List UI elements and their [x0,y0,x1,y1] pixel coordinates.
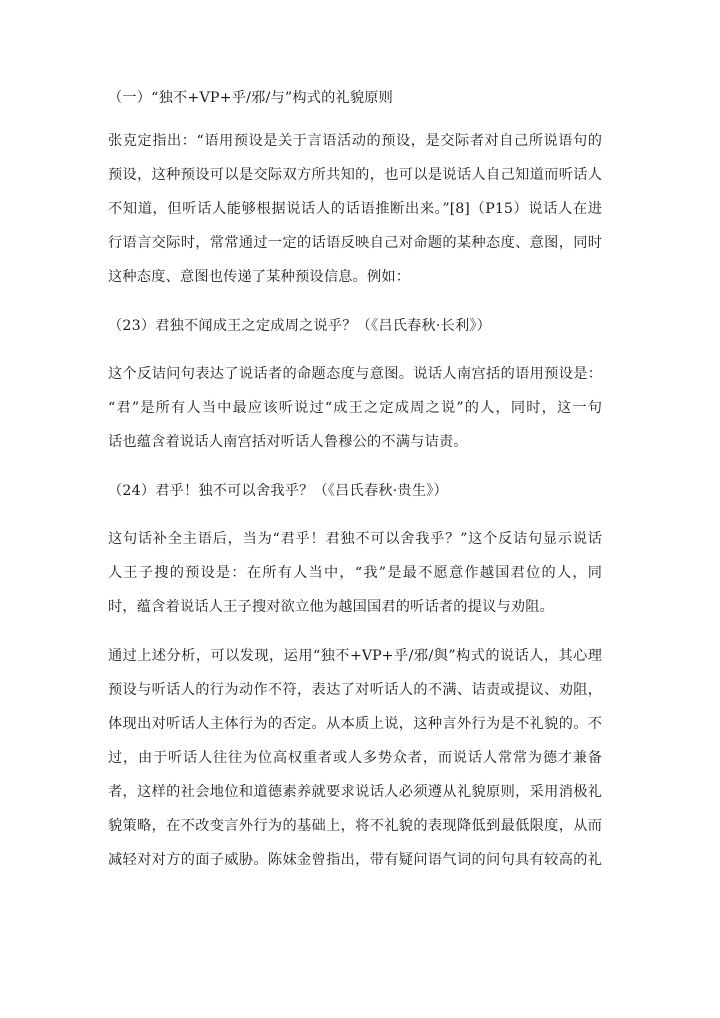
section-heading: （一）“独不+VP+乎/邪/与”构式的礼貌原则 [108,90,394,106]
paragraph-line: 这种态度、意图也传递了某种预设信息。例如： [108,269,411,285]
paragraph-line: 时，蕴含着说话人王子搜对欲立他为越国国君的听话者的提议与劝阻。 [108,599,555,615]
paragraph-line: 这个反诘问句表达了说话者的命题态度与意图。说话人南宫括的语用预设是： [108,366,602,382]
paragraph-line: 减轻对对方的面子威胁。陈妹金曾指出，带有疑问语气词的问句具有较高的礼 [108,852,602,868]
paragraph-line: 不知道，但听话人能够根据说话人的话语推断出来。”[8]（P15）说话人在进 [108,201,602,217]
paragraph-line: 过，由于听话人往往为位高权重者或人多势众者，而说话人常常为德才兼备 [108,750,602,766]
paragraph-line: 体现出对听话人主体行为的否定。从本质上说，这种言外行为是不礼貌的。不 [108,716,602,732]
paragraph-line: 预设，这种预设可以是交际双方所共知的，也可以是说话人自己知道而听话人 [108,167,602,183]
example-sentence: （24）君乎！独不可以舍我乎？（《吕氏春秋·贵生》） [108,483,448,499]
paragraph-line: 行语言交际时，常常通过一定的话语反映自己对命题的某种态度、意图，同时 [108,235,602,251]
paragraph-line: 人王子搜的预设是：在所有人当中，“我”是最不愿意作越国君位的人，同 [108,565,602,581]
paragraph-line: 话也蕴含着说话人南宫括对听话人鲁穆公的不满与诘责。 [108,434,468,450]
paragraph-line: 者，这样的社会地位和道德素养就要求说话人必须遵从礼貌原则，采用消极礼 [108,784,602,800]
paragraph-line: 通过上述分析，可以发现，运用“独不+VP+乎/邪/與”构式的说话人，其心理 [108,648,602,664]
paragraph-line: 张克定指出：“语用预设是关于言语活动的预设，是交际者对自己所说语句的 [108,133,602,149]
paragraph-line: 貌策略，在不改变言外行为的基础上，将不礼貌的表现降低到最低限度，从而 [108,818,602,834]
example-sentence: （23）君独不闻成王之定成周之说乎？（《吕氏春秋·长利》） [108,318,492,334]
paragraph-line: 这句话补全主语后，当为“君乎！君独不可以舍我乎？”这个反诘句显示说话 [108,531,602,547]
paragraph-line: “君”是所有人当中最应该听说过“成王之定成周之说”的人，同时，这一句 [108,400,602,416]
paragraph-line: 预设与听话人的行为动作不符，表达了对听话人的不满、诘责或提议、劝阻， [108,682,602,698]
